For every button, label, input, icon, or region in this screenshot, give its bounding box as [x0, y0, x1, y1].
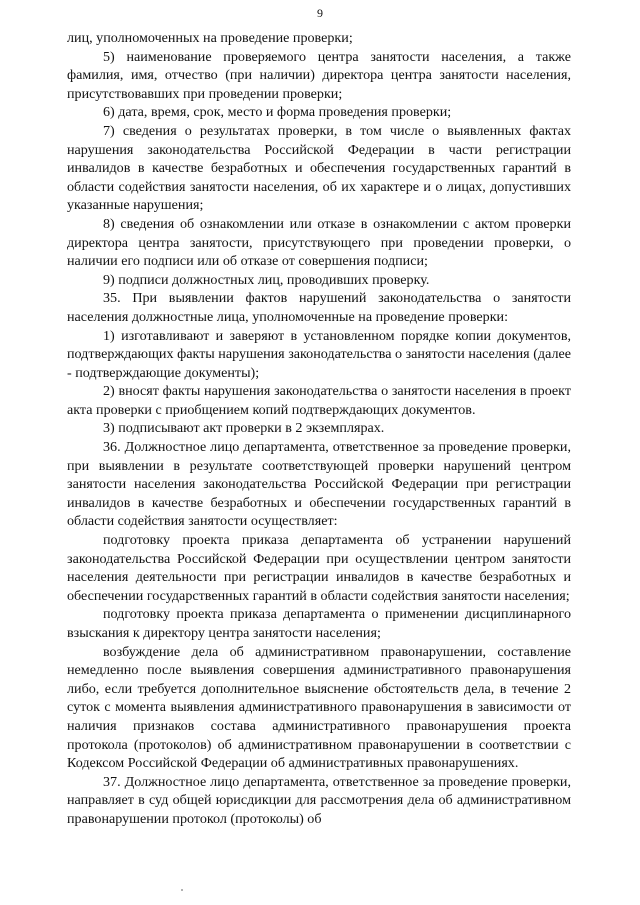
paragraph-35-item-1: 1) изготавливают и заверяют в установленном порядке копии документов, подтверждающих факты нарушения законодательства о занятости населения (далее - подтверждающие документы);	[67, 327, 571, 381]
paragraph-36-order-discipline: подготовку проекта приказа департамента о применении дисциплинарного взыскания к директору центра занятости населения;	[67, 606, 571, 641]
paragraph-continuation: лиц, уполномоченных на проведение проверки;	[67, 30, 353, 46]
paragraph-item-9: 9) подписи должностных лиц, проводивших проверку.	[103, 271, 430, 288]
paragraph-item-5: 5) наименование проверяемого центра занятости населения, а также фамилия, имя, отчество (при наличии) директора центра занятости населения, присутствовавших при проведении проверки;	[67, 48, 571, 102]
page-number: 9	[317, 6, 323, 20]
paragraph-35-item-3: 3) подписывают акт проверки в 2 экземплярах.	[103, 420, 385, 437]
paragraph-section-36: 36. Должностное лицо департамента, ответственное за проведение проверки, при выявлении в результате соответствующей проверки нарушений центром занятости населения законодательства Российской Федерации при регистрации инвалидов в качестве безработных и обеспечении государственных гарантий в области содействия занятости осуществляет:	[67, 439, 571, 530]
scan-artifact-dot	[181, 889, 183, 891]
paragraph-item-8: 8) сведения об ознакомлении или отказе в ознакомлении с актом проверки директора центра занятости, присутствующего при проведении проверки, о наличии его подписи или об отказе от совершения подписи;	[67, 215, 571, 270]
paragraph-section-35: 35. При выявлении фактов нарушений законодательства о занятости населения должностные лица, уполномоченные на проведение проверки:	[67, 290, 571, 325]
document-body	[67, 29, 571, 829]
paragraph-section-37: 37. Должностное лицо департамента, ответственное за проведение проверки, направляет в суд общей юрисдикции для рассмотрения дела об административном правонарушении протокол (протоколы) об	[67, 773, 571, 827]
paragraph-36-administrative-case: возбуждение дела об административном правонарушении, составление немедленно после выявления совершения административного правонарушения либо, если требуется дополнительное выяснение обстоятельств дела, в течение 2 суток с момента выявления административного правонарушения в зависимости от наличия признаков состава административного правонарушения проекта протокола (протоколов) об административном правонарушении в соответствии с Кодексом Российской Федерации об административных правонарушениях.	[67, 643, 571, 772]
paragraph-35-item-2: 2) вносят факты нарушения законодательства о занятости населения в проект акта проверки с приобщением копий подтверждающих документов.	[67, 383, 571, 418]
paragraph-item-6: 6) дата, время, срок, место и форма проведения проверки;	[103, 104, 452, 121]
paragraph-item-7: 7) сведения о результатах проверки, в том числе о выявленных фактах нарушения законодательства Российской Федерации в части регистрации инвалидов в качестве безработных и обеспечения государственных гарантий в области содействия занятости населения, об их характере и о лицах, допустивших указанные нарушения;	[67, 122, 571, 214]
paragraph-36-order-elimination: подготовку проекта приказа департамента об устранении нарушений законодательства Российской Федерации при осуществлении центром занятости населения деятельности при регистрации инвалидов в качестве безработных и обеспечении государственных гарантий в области содействия занятости населения;	[67, 532, 571, 604]
